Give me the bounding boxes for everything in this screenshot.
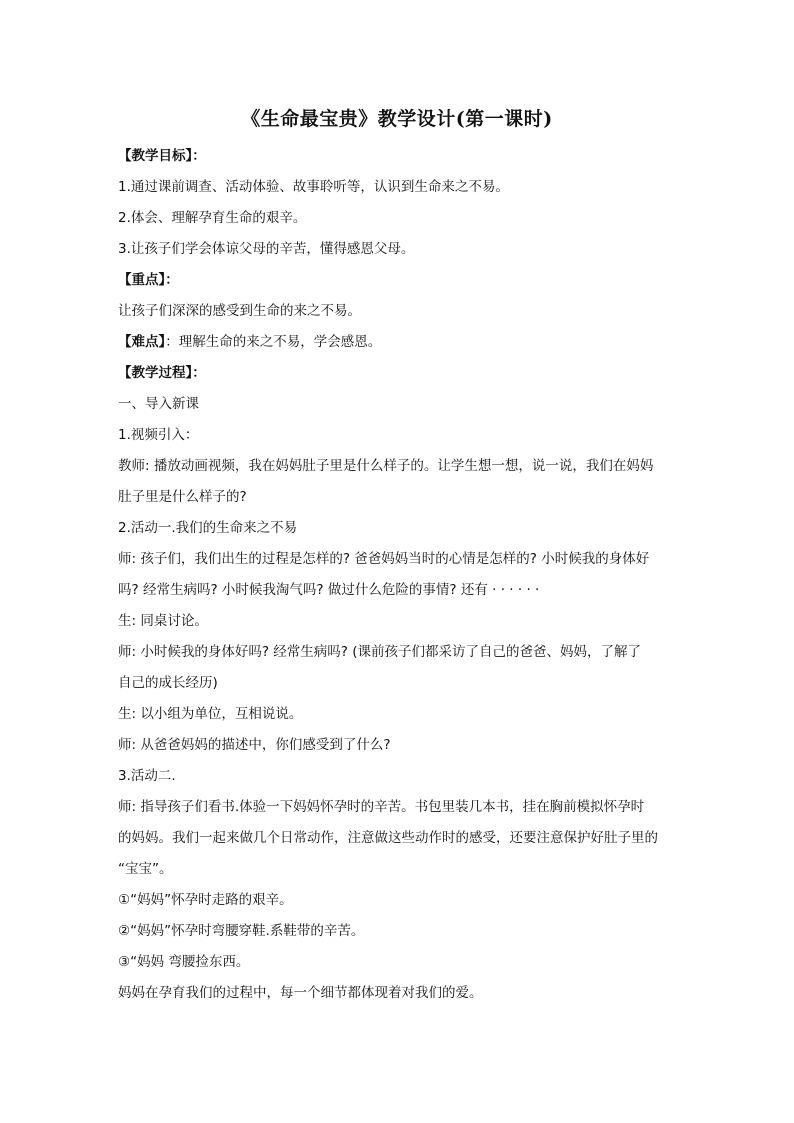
document-line: 的妈妈。我们一起来做几个日常动作，注意做这些动作时的感受，还要注意保护好肚子里的	[118, 830, 658, 846]
document-line: 【教学目标】：	[118, 148, 206, 164]
document-line: 师: 小时候我的身体好吗? 经常生病吗? (课前孩子们都采访了自己的爸爸、妈妈，了解了	[118, 644, 642, 660]
document-line: ②“妈妈”怀孕时弯腰穿鞋.系鞋带的辛苦。	[118, 923, 365, 939]
document-line: 生: 以小组为单位，互相说说。	[118, 706, 303, 722]
document-line: 1.视频引入：	[118, 427, 199, 443]
document-line: 1.通过课前调查、活动体验、故事聆听等，认识到生命来之不易。	[118, 179, 509, 195]
document-line: ①“妈妈”怀孕时走路的艰辛。	[118, 892, 293, 908]
document-line: 教师: 播放动画视频，我在妈妈肚子里是什么样子的。让学生想一想，说一说，我们在妈妈	[118, 458, 654, 474]
document-line: 吗? 经常生病吗? 小时候我淘气吗? 做过什么危险的事情? 还有 · · · · · ·	[118, 582, 540, 598]
document-line: 师: 孩子们，我们出生的过程是怎样的? 爸爸妈妈当时的心情是怎样的? 小时候我的身体好	[118, 551, 650, 567]
document-line: 2.活动一.我们的生命来之不易	[118, 520, 298, 536]
document-line: 生: 同桌讨论。	[118, 613, 208, 629]
document-line: 肚子里是什么样子的?	[118, 489, 247, 505]
document-line: 一、导入新课	[118, 396, 199, 412]
document-line: 【教学过程】：	[118, 365, 206, 381]
document-line: ③“妈妈 弯腰捡东西。	[118, 954, 250, 970]
document-line: 妈妈在孕育我们的过程中，每一个细节都体现着对我们的爱。	[118, 985, 483, 1001]
line-rest: ：理解生命的来之不易，学会感恩。	[165, 334, 382, 350]
document-line: 让孩子们深深的感受到生命的来之不易。	[118, 303, 361, 319]
document-line: 【重点】：	[118, 272, 179, 288]
document-line: 师: 指导孩子们看书.体验一下妈妈怀孕时的辛苦。书包里装几本书，挂在胸前模拟怀孕时	[118, 799, 645, 815]
document-line: 2.体会、理解孕育生命的艰辛。	[118, 210, 307, 226]
document-line: “宝宝”。	[118, 861, 173, 877]
document-line: 3.让孩子们学会体谅父母的辛苦，懂得感恩父母。	[118, 241, 415, 257]
document-line: 师: 从爸爸妈妈的描述中，你们感受到了什么?	[118, 737, 391, 753]
line-bold-prefix: 【难点】	[118, 334, 166, 350]
document-line	[118, 332, 678, 352]
document-line: 自己的成长经历)	[118, 675, 218, 691]
document-title: 《生命最宝贵》教学设计(第一课时)	[241, 108, 553, 130]
document-line: 3.活动二.	[118, 768, 176, 784]
